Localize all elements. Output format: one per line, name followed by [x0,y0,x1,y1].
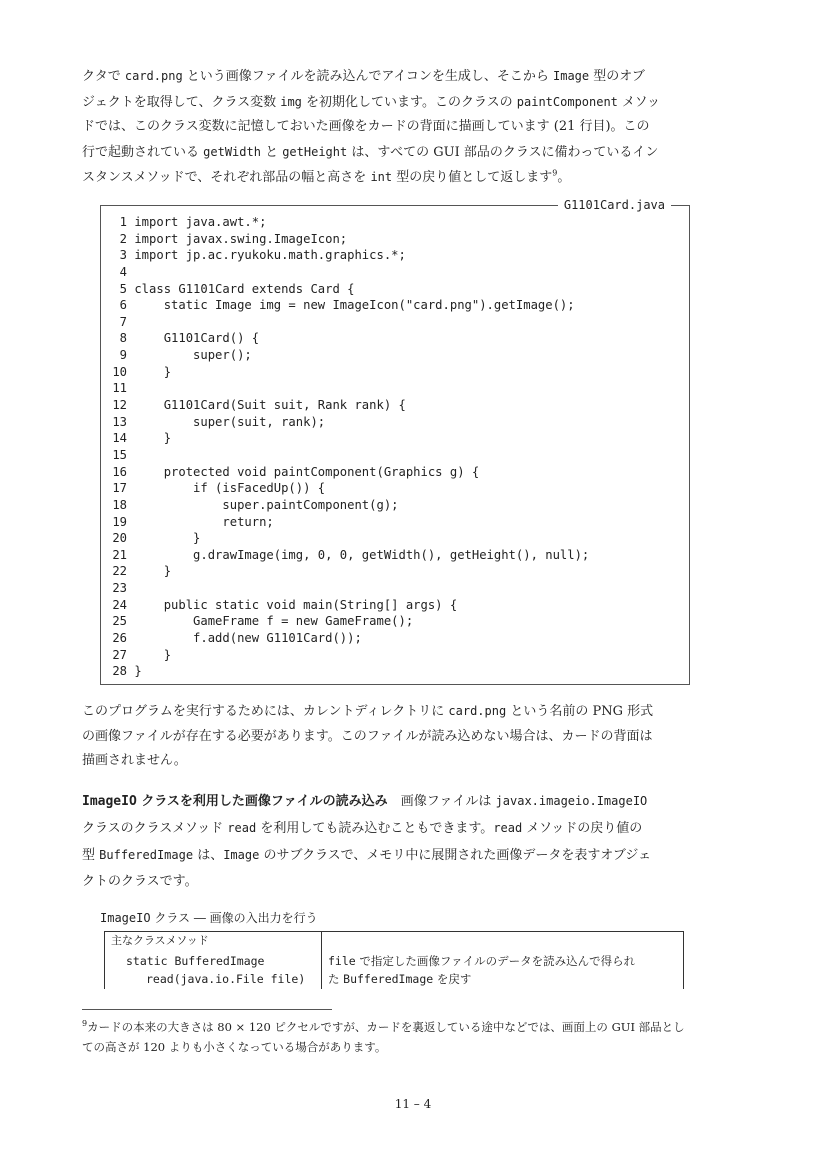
line-number: 28 [112,664,127,679]
line-number: 14 [112,431,127,446]
line-number: 19 [112,514,127,529]
code-line [109,597,589,614]
line-number: 15 [112,447,127,462]
code-line [109,281,589,298]
method-description: た BufferedImage を戻す [328,972,472,986]
after-paragraph [82,699,718,774]
code-text: super(suit, rank); [134,414,326,429]
line-number: 1 [119,215,127,229]
intro-line: ジェクトを取得して、クラス変数 img を初期化しています。このクラスの paintComponent メソッ [82,94,661,110]
code-line [109,347,589,364]
code-line [109,380,589,397]
intro-line: 行で起動されている getWidth と getHeight は、すべての GUI 部品のクラスに備わっているイン [82,144,659,160]
section-line: クトのクラスです。 [82,874,198,889]
code-line [109,647,589,664]
code-text: G1101Card(Suit suit, Rank rank) { [134,398,406,413]
section-line: 型 BufferedImage は、Image のサブクラスで、メモリ中に展開された画像データを表すオブジェ [82,848,652,863]
code-text: static Image img = new ImageIcon("card.png").getImage(); [134,298,575,313]
line-number: 13 [112,414,127,429]
code-line [109,514,589,531]
line-number: 24 [112,597,127,612]
table-left-border [104,931,105,989]
code-line [109,580,589,597]
class-method-table [104,931,684,989]
code-text: if (isFacedUp()) { [134,481,326,496]
code-line [109,430,589,447]
line-number: 25 [112,614,127,629]
line-number: 9 [119,348,127,363]
section-line: ImageIO クラスを利用した画像ファイルの読み込み 画像ファイルは javax.imageio.ImageIO [82,794,648,809]
method-signature: static BufferedImage [126,954,265,968]
line-number: 20 [112,531,127,546]
code-listing [100,198,690,685]
table-header: 主なクラスメソッド [111,934,209,947]
footnote [82,1017,718,1057]
code-block [109,214,589,680]
code-text: class G1101Card extends Card { [134,281,355,296]
line-number: 23 [112,581,127,596]
after-line: の画像ファイルが存在する必要があります。このファイルが読み込めない場合は、カードの背面は [82,728,653,744]
code-line [109,414,589,431]
listing-title: G1101Card.java [558,196,671,214]
code-line [109,364,589,381]
section-heading: ImageIO クラスを利用した画像ファイルの読み込み [82,794,388,809]
code-text: f.add(new G1101Card()); [134,631,362,646]
footnote-line: ての高さが 120 よりも小さくなっている場合があります。 [82,1040,387,1054]
code-line [109,447,589,464]
code-text: import javax.swing.ImageIcon; [134,231,348,246]
footnote-line: $^9$カードの本来の大きさは 80 × 120 ピクセルですが、カードを裏返している途中などでは、画面上の GUI 部品とし [82,1019,685,1034]
line-number: 4 [119,264,127,279]
method-description: file で指定した画像ファイルのデータを読み込んで得られ [328,954,636,968]
after-line: このプログラムを実行するためには、カレントディレクトリに card.png という名前の PNG 形式 [82,704,654,719]
imageio-section [82,788,718,895]
line-number: 22 [112,564,127,579]
line-number: 2 [119,231,127,246]
intro-line: ドでは、このクラス変数に記憶しておいた画像をカードの背面に描画しています (21 行目)。この [82,119,650,134]
code-text: import java.awt.*; [134,215,267,229]
code-text: G1101Card() { [134,331,260,346]
code-line [109,214,589,231]
code-line [109,330,589,347]
code-text: import jp.ac.ryukoku.math.graphics.*; [134,248,406,263]
code-line [109,264,589,281]
table-column-divider [321,931,322,989]
line-number: 10 [112,364,127,379]
code-text: } [134,564,172,579]
code-text: super.paintComponent(g); [134,497,399,512]
line-number: 18 [112,497,127,512]
footnote-rule [82,1009,332,1010]
footnote-mark: 9 [82,1019,88,1029]
code-line [109,547,589,564]
code-text: } [134,664,142,679]
code-line [109,563,589,580]
line-number: 12 [112,398,127,413]
line-number: 6 [119,298,127,313]
line-number: 7 [119,314,127,329]
page-number: 11 – 4 [394,1097,432,1111]
line-number: 27 [112,647,127,662]
intro-line: クタで card.png という画像ファイルを読み込んでアイコンを生成し、そこから Image 型のオブ [82,69,645,84]
code-line [109,663,589,680]
code-line [109,247,589,264]
code-text: GameFrame f = new GameFrame(); [134,614,414,629]
code-text: return; [134,514,274,529]
line-number: 17 [112,481,127,496]
code-text: } [134,364,172,379]
code-text: super(); [134,348,252,363]
after-line: 描画されません。 [82,753,187,768]
line-number: 11 [112,381,127,396]
code-line [109,314,589,331]
line-number: 8 [119,331,127,346]
code-text: } [134,647,172,662]
line-number: 26 [112,631,127,646]
line-number: 3 [119,248,127,263]
section-line: クラスのクラスメソッド read を利用しても読み込むこともできます。read メソッドの戻り値の [82,821,643,836]
code-text: } [134,531,201,546]
code-line [109,464,589,481]
code-line [109,630,589,647]
code-line [109,231,589,248]
code-text: g.drawImage(img, 0, 0, getWidth(), getHeight(), null); [134,547,590,562]
code-line [109,530,589,547]
code-line [109,397,589,414]
line-number: 5 [119,281,127,296]
footnote-ref: 9 [552,168,558,178]
code-text: protected void paintComponent(Graphics g) { [134,464,480,479]
code-line [109,480,589,497]
code-line [109,297,589,314]
code-line [109,497,589,514]
code-line [109,613,589,630]
line-number: 21 [112,547,127,562]
method-signature: read(java.io.File file) [146,972,306,986]
line-number: 16 [112,464,127,479]
code-text: public static void main(String[] args) { [134,597,458,612]
table-right-border [683,931,684,989]
intro-paragraph [82,64,718,191]
intro-line: スタンスメソッドで、それぞれ部品の幅と高さを int 型の戻り値として返します$^9$。 [82,168,571,185]
class-caption: ImageIO クラス ― 画像の入出力を行う [100,911,318,925]
code-text: } [134,431,172,446]
